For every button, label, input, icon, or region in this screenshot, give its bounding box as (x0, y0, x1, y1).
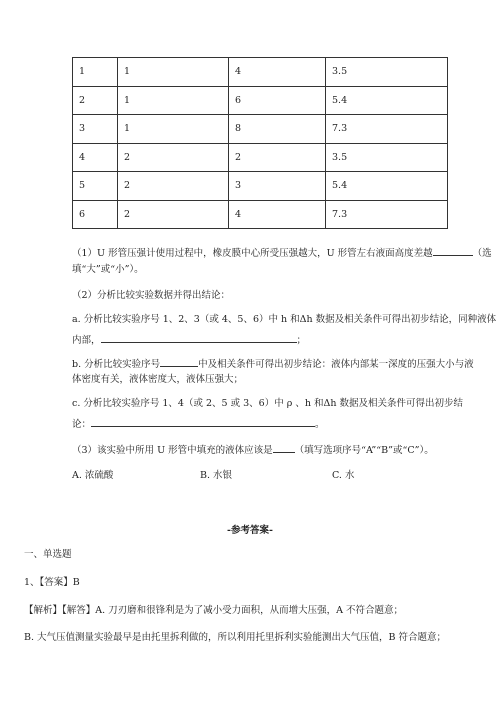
table-cell: 3 (73, 115, 118, 144)
table-cell: 1 (118, 86, 229, 115)
table-cell: 2 (118, 172, 229, 201)
question-1-line-1 (72, 245, 492, 260)
data-table (72, 57, 448, 229)
table-cell: 7.3 (326, 200, 448, 229)
question-c-text-end: 。 (315, 419, 325, 430)
analysis-line-a (24, 605, 403, 617)
table-cell: 6 (229, 86, 326, 115)
question-3-text: （3）该实验中所用 U 形管中填充的液体应该是 (72, 445, 273, 456)
question-3-line (72, 442, 434, 457)
question-c-text: c. 分析比较实验序号 1、4（或 2、5 或 3、6）中 ρ 、h 和Δh 数据及相关条件可得出初步结 (72, 398, 463, 409)
table-row (73, 172, 448, 201)
table-cell: 2 (118, 200, 229, 229)
option-a[interactable] (72, 470, 113, 482)
table-row (73, 115, 448, 144)
question-1-text: （1）U 形管压强计使用过程中，橡皮膜中心所受压强越大，U 形管左右液面高度差越 (72, 248, 433, 259)
table-cell: 6 (73, 200, 118, 229)
table-cell: 3.5 (326, 58, 448, 87)
table-cell: 5.4 (326, 172, 448, 201)
answer-section-text: 一、单选题 (24, 549, 72, 560)
analysis-b-text: B. 大气压值测量实验最早是由托里拆利做的，所以利用托里拆利实验能测出大气压值，B 符合题意； (24, 632, 447, 643)
table-cell: 5 (73, 172, 118, 201)
question-c-blank[interactable] (91, 416, 315, 427)
option-c-label: C. 水 (332, 470, 355, 481)
question-3-blank[interactable] (273, 442, 295, 453)
analysis-line-b (24, 632, 446, 644)
answer-item-1 (24, 577, 80, 589)
question-1-line-2 (72, 264, 144, 276)
table-cell: 5.4 (326, 86, 448, 115)
question-b-text-2: 中及相关条件可得出初步结论：液体内部某一深度的压强大小与液 (198, 359, 474, 370)
answer-section-heading (24, 549, 72, 561)
question-1-text-end: 填“大”或“小”）。 (72, 264, 144, 275)
question-c-line-2 (72, 416, 325, 431)
table-cell: 3.5 (326, 143, 448, 172)
question-a-blank[interactable] (101, 332, 297, 343)
question-a-line-1 (72, 314, 496, 326)
analysis-a-text: 【解析】【解答】A. 刀刃磨和很锋利是为了减小受力面积，从而增大压强，A 不符合题意； (24, 605, 404, 616)
option-a-label: A. 浓硫酸 (72, 470, 114, 481)
question-b-line-2 (72, 374, 243, 386)
question-a-text: a. 分析比较实验序号 1、2、3（或 4、5、6）中 h 和Δh 数据及相关条件可得出初步结论，同种液体 (72, 314, 497, 325)
table-cell: 1 (73, 58, 118, 87)
table-cell: 4 (229, 200, 326, 229)
table-cell: 7.3 (326, 115, 448, 144)
question-c-line-1 (72, 398, 463, 410)
option-b[interactable] (200, 470, 232, 482)
question-b-line-1 (72, 356, 474, 371)
question-1-text-option: （选 (472, 248, 492, 259)
table-cell: 2 (118, 143, 229, 172)
question-a-text-2: 内部， (72, 335, 101, 346)
answer-item-1-text: 1、【答案】B (24, 577, 80, 588)
table-row (73, 143, 448, 172)
table-cell: 4 (73, 143, 118, 172)
data-table-body (73, 58, 448, 229)
table-cell: 3 (229, 172, 326, 201)
question-1-blank[interactable] (433, 245, 473, 256)
question-a-text-end: ； (296, 335, 307, 346)
answer-title: -参考答案- (227, 525, 273, 536)
table-row (73, 200, 448, 229)
table-cell: 1 (118, 115, 229, 144)
question-b-text-end: 体密度有关，液体密度大，液体压强大； (72, 374, 244, 385)
table-cell: 2 (73, 86, 118, 115)
table-row (73, 86, 448, 115)
table-cell: 1 (118, 58, 229, 87)
table-cell: 2 (229, 143, 326, 172)
option-b-label: B. 水银 (200, 470, 233, 481)
question-b-text: b. 分析比较实验序号 (72, 359, 161, 370)
question-2-text: （2）分析比较实验数据并得出结论： (72, 290, 231, 301)
question-c-text-2: 论： (72, 419, 92, 430)
table-cell: 8 (229, 115, 326, 144)
question-3-text-end: （填写选项序号“A”“B”或“C”）。 (294, 445, 434, 456)
question-2-heading (72, 290, 230, 302)
table-cell: 4 (229, 58, 326, 87)
question-a-line-2 (72, 332, 306, 347)
table-row (73, 58, 448, 87)
question-b-blank[interactable] (160, 356, 198, 367)
option-c[interactable] (332, 470, 354, 482)
